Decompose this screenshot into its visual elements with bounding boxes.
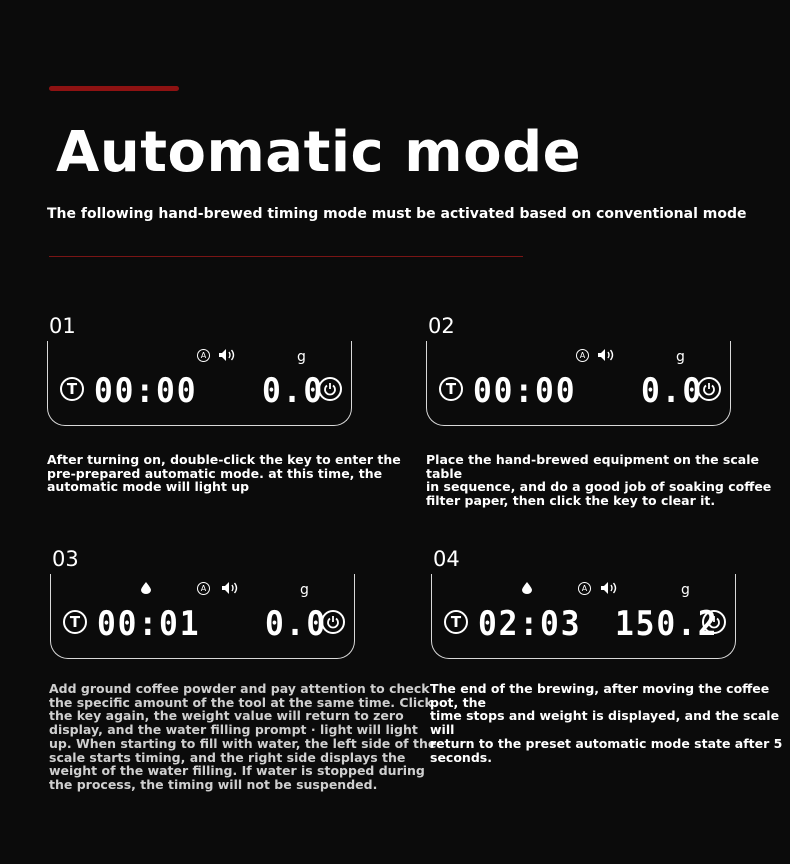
power-button[interactable] xyxy=(321,610,345,634)
power-button[interactable] xyxy=(702,610,726,634)
tare-button[interactable]: T xyxy=(439,377,463,401)
tare-button[interactable]: T xyxy=(63,610,87,634)
unit-label: g xyxy=(297,349,306,365)
tare-button[interactable]: T xyxy=(444,610,468,634)
sound-icon xyxy=(218,348,235,362)
step-number: 01 xyxy=(49,314,76,338)
weight-display: 0.0 xyxy=(641,371,704,411)
step-description: After turning on, double-click the key to enter the pre-prepared automatic mode. at this time, the automatic mode will light up xyxy=(47,452,401,495)
divider xyxy=(49,256,523,257)
sound-icon xyxy=(600,581,617,595)
power-icon xyxy=(702,382,716,396)
page-subtitle: The following hand-brewed timing mode must be activated based on conventional mode xyxy=(47,206,747,222)
weight-display: 150.2 xyxy=(615,604,719,644)
step-description: The end of the brewing, after moving the coffee pot, the time stops and weight is displayed, and the scale will return to the preset automatic mode state after 5 seconds. xyxy=(430,681,783,765)
tare-button[interactable]: T xyxy=(60,377,84,401)
auto-mode-icon: A xyxy=(197,349,210,362)
weight-display: 0.0 xyxy=(265,604,328,644)
power-button[interactable] xyxy=(697,377,721,401)
accent-bar xyxy=(49,86,179,91)
scale-display-panel xyxy=(426,341,731,426)
unit-label: g xyxy=(681,582,690,598)
power-button[interactable] xyxy=(318,377,342,401)
scale-display-panel xyxy=(431,574,736,659)
auto-mode-icon: A xyxy=(578,582,591,595)
scale-display-panel xyxy=(47,341,352,426)
unit-label: g xyxy=(676,349,685,365)
timer-display: 02:03 xyxy=(478,604,582,644)
timer-display: 00:00 xyxy=(473,371,577,411)
step-number: 02 xyxy=(428,314,455,338)
weight-display: 0.0 xyxy=(262,371,325,411)
step-number: 03 xyxy=(52,547,79,571)
water-drop-icon xyxy=(522,582,532,594)
step-number: 04 xyxy=(433,547,460,571)
scale-display-panel xyxy=(50,574,355,659)
unit-label: g xyxy=(300,582,309,598)
water-drop-icon xyxy=(141,582,151,594)
power-icon xyxy=(326,615,340,629)
power-icon xyxy=(323,382,337,396)
power-icon xyxy=(707,615,721,629)
page-title: Automatic mode xyxy=(56,120,582,185)
auto-mode-icon: A xyxy=(576,349,589,362)
timer-display: 00:01 xyxy=(97,604,201,644)
step-description: Place the hand-brewed equipment on the scale table in sequence, and do a good job of soaking coffee filter paper, then click the key to clear it. xyxy=(426,452,772,509)
sound-icon xyxy=(221,581,238,595)
step-description: Add ground coffee powder and pay attention to check the specific amount of the tool at the same time. Click the key again, the weight value will return to zero display, and the water filling prompt · light will light up. When starting to fill with water, the left side of the scale starts timing, and the right side displays the weight of the water filling. If water is stopped during the process, the timing will not be suspended. xyxy=(49,681,437,792)
auto-mode-icon: A xyxy=(197,582,210,595)
sound-icon xyxy=(597,348,614,362)
timer-display: 00:00 xyxy=(94,371,198,411)
